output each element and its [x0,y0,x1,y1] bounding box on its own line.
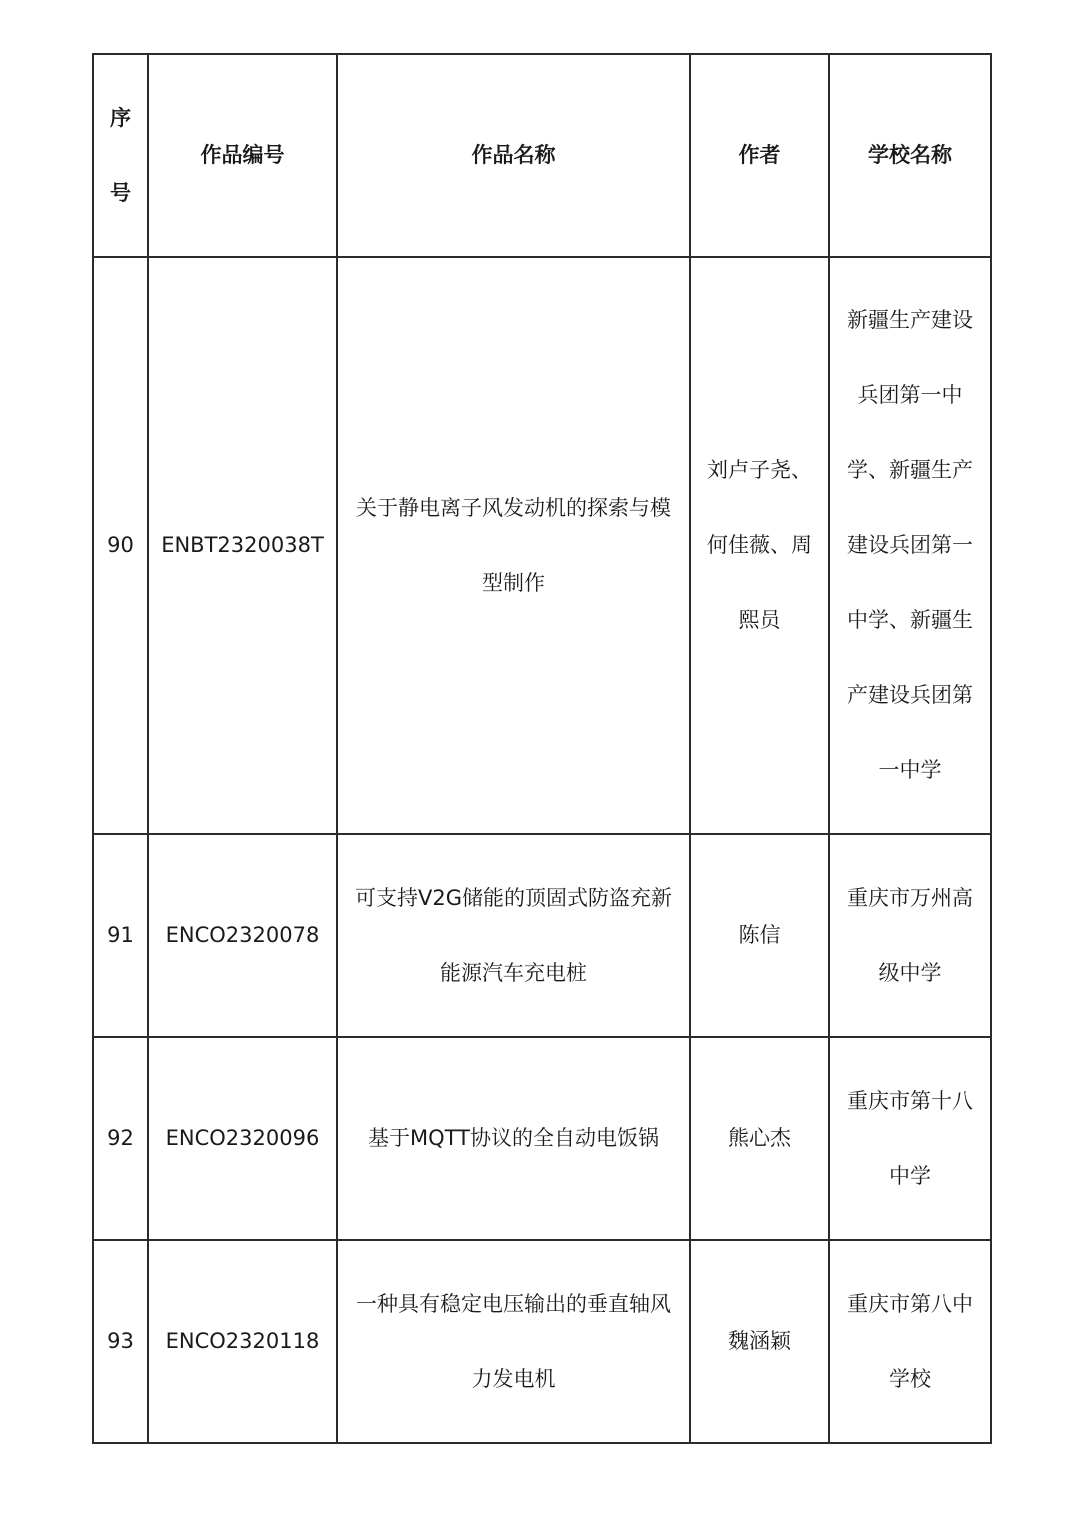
cell-title: 一种具有稳定电压输出的垂直轴风力发电机 [337,1240,690,1443]
table-header-row [93,54,991,257]
table-row [93,1240,991,1443]
cell-author: 熊心杰 [690,1037,829,1240]
cell-author: 刘卢子尧、何佳薇、周熙员 [690,257,829,834]
award-list-table [92,53,992,1444]
header-title: 作品名称 [337,54,690,257]
cell-title: 可支持V2G储能的顶固式防盗充新能源汽车充电桩 [337,834,690,1037]
cell-seq: 91 [93,834,148,1037]
cell-school: 重庆市第八中学校 [829,1240,991,1443]
table-row [93,834,991,1037]
cell-code: ENCO2320096 [148,1037,337,1240]
table-row [93,257,991,834]
cell-title: 基于MQTT协议的全自动电饭锅 [337,1037,690,1240]
cell-seq: 92 [93,1037,148,1240]
header-seq-line1: 序 [110,105,131,130]
cell-code: ENBT2320038T [148,257,337,834]
cell-school: 新疆生产建设兵团第一中学、新疆生产建设兵团第一中学、新疆生产建设兵团第一中学 [829,257,991,834]
table-row [93,1037,991,1240]
cell-author: 陈信 [690,834,829,1037]
cell-code: ENCO2320118 [148,1240,337,1443]
header-author: 作者 [690,54,829,257]
header-school: 学校名称 [829,54,991,257]
cell-school: 重庆市第十八中学 [829,1037,991,1240]
cell-author: 魏涵颖 [690,1240,829,1443]
cell-seq: 90 [93,257,148,834]
header-seq [93,54,148,257]
cell-title: 关于静电离子风发动机的探索与模型制作 [337,257,690,834]
cell-seq: 93 [93,1240,148,1443]
header-seq-line2: 号 [110,180,131,205]
cell-code: ENCO2320078 [148,834,337,1037]
header-code: 作品编号 [148,54,337,257]
cell-school: 重庆市万州高级中学 [829,834,991,1037]
